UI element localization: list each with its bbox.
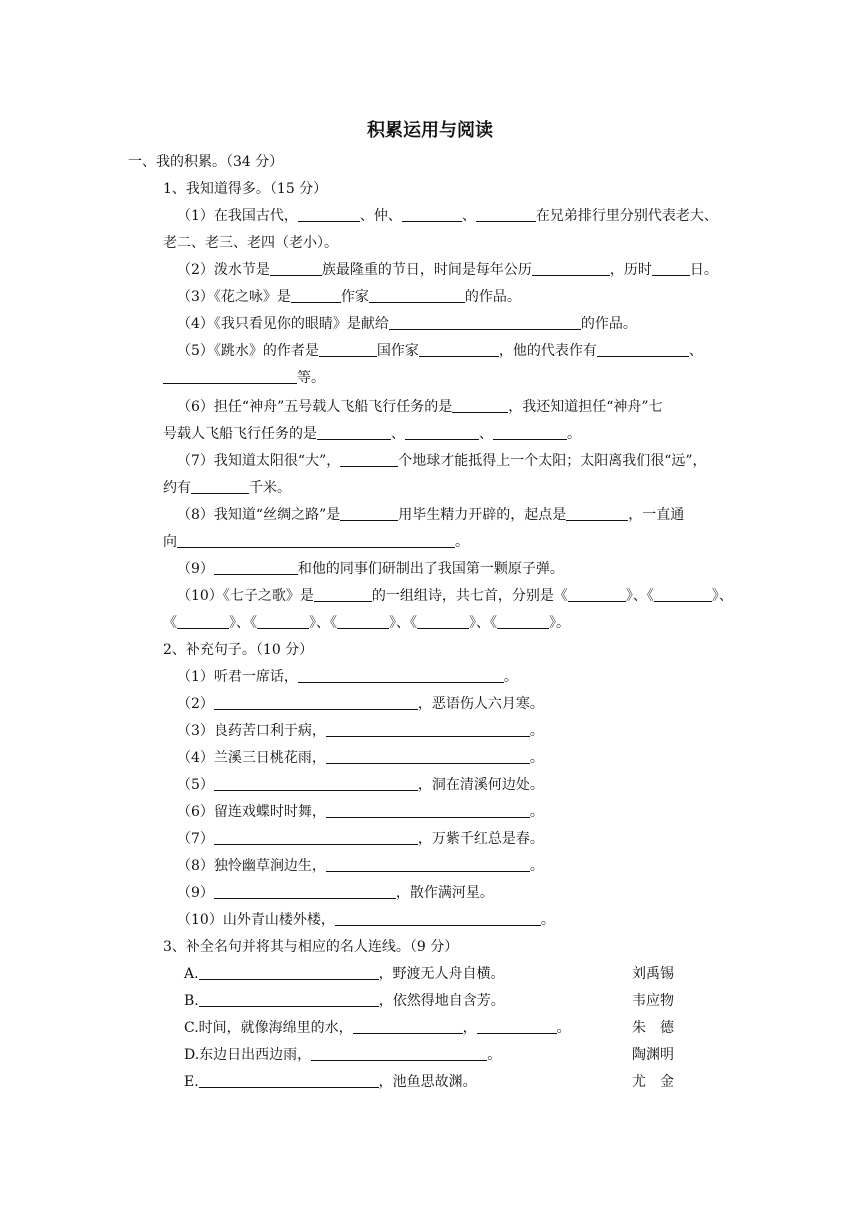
answer-blank[interactable] — [597, 342, 689, 357]
answer-blank[interactable] — [191, 479, 249, 494]
answer-blank[interactable] — [326, 722, 530, 737]
answer-blank[interactable] — [652, 261, 690, 276]
answer-blank[interactable] — [214, 776, 418, 791]
answer-blank[interactable] — [317, 425, 391, 440]
answer-blank[interactable] — [257, 614, 309, 629]
question-item: （9） 和他的同事们研制出了我国第一颗原子弹。 — [177, 561, 564, 577]
answer-blank[interactable] — [477, 1019, 557, 1034]
question-item: （7）我知道太阳很“大”， 个地球才能抵得上一个太阳；太阳离我们很“远”， — [177, 453, 707, 469]
question-item-continued: 《 》、《 》、《 》、《 》、《 》。 — [163, 615, 570, 631]
answer-blank[interactable] — [163, 369, 297, 384]
answer-blank[interactable] — [452, 398, 508, 413]
answer-blank[interactable] — [532, 261, 610, 276]
answer-blank[interactable] — [270, 261, 322, 276]
answer-blank[interactable] — [199, 992, 379, 1007]
question-heading: 2、补充句子。（10 分） — [163, 642, 314, 658]
answer-blank[interactable] — [497, 614, 549, 629]
answer-blank[interactable] — [369, 288, 465, 303]
answer-blank[interactable] — [340, 506, 398, 521]
answer-blank[interactable] — [419, 342, 499, 357]
answer-blank[interactable] — [214, 560, 298, 575]
page-title: 积累运用与阅读 — [367, 120, 493, 141]
poet-name[interactable]: 朱 德 — [632, 1020, 674, 1036]
answer-blank[interactable] — [417, 614, 469, 629]
question-item: （6）担任“神舟”五号载人飞船飞行任务的是 ，我还知道担任“神舟”七 — [177, 399, 663, 415]
sentence-item: （3）良药苦口利于病， 。 — [177, 723, 544, 739]
answer-blank[interactable] — [335, 911, 541, 926]
question-item-continued: 向 。 — [163, 534, 469, 550]
question-item-continued: 老二、老三、老四（老小）。 — [163, 235, 338, 251]
poet-name[interactable]: 刘禹锡 — [632, 966, 674, 982]
sentence-item: （7） ，万紫千红总是春。 — [177, 831, 544, 847]
answer-blank[interactable] — [340, 452, 398, 467]
answer-blank[interactable] — [402, 207, 462, 222]
question-item: （1）在我国古代， 、仲、 、 在兄弟排行里分别代表老大、 — [177, 208, 718, 224]
answer-blank[interactable] — [405, 425, 479, 440]
answer-blank[interactable] — [493, 425, 567, 440]
answer-blank[interactable] — [326, 749, 530, 764]
answer-blank[interactable] — [326, 857, 530, 872]
answer-blank[interactable] — [298, 207, 360, 222]
sentence-item: （9） ，散作满河星。 — [177, 885, 494, 901]
answer-blank[interactable] — [177, 614, 229, 629]
answer-blank[interactable] — [214, 695, 418, 710]
sentence-item: （10）山外青山楼外楼， 。 — [177, 912, 555, 928]
match-item: E. ，池鱼思故渊。 — [184, 1074, 477, 1090]
answer-blank[interactable] — [326, 803, 530, 818]
match-item: B. ，依然得地自含芳。 — [184, 993, 505, 1009]
sentence-item: （2） ，恶语伤人六月寒。 — [177, 696, 544, 712]
question-item-continued: 约有 千米。 — [163, 480, 291, 496]
answer-blank[interactable] — [298, 668, 504, 683]
question-item: （2）泼水节是 族最隆重的节日，时间是每年公历 ，历时 日。 — [177, 262, 718, 278]
question-heading: 1、我知道得多。（15 分） — [163, 181, 328, 197]
sentence-item: （6）留连戏蝶时时舞， 。 — [177, 804, 544, 820]
sentence-item: （5） ，洞在清溪何边处。 — [177, 777, 544, 793]
answer-blank[interactable] — [311, 1046, 487, 1061]
question-item: （4）《我只看见你的眼睛》是献给 的作品。 — [177, 316, 637, 332]
question-item: （10）《七子之歌》是 的一组组诗，共七首，分别是《 》、《 》、 — [177, 588, 733, 604]
match-item: C.时间，就像海绵里的水， ， 。 — [184, 1020, 571, 1036]
answer-blank[interactable] — [214, 830, 418, 845]
answer-blank[interactable] — [568, 587, 626, 602]
sentence-item: （8）独怜幽草涧边生， 。 — [177, 858, 544, 874]
answer-blank[interactable] — [291, 288, 341, 303]
question-item: （8）我知道“丝绸之路”是 用毕生精力开辟的，起点是 ，一直通 — [177, 507, 685, 523]
question-item-continued: 等。 — [163, 368, 325, 388]
match-item: D.东边日出西边雨， 。 — [184, 1047, 502, 1063]
answer-blank[interactable] — [319, 342, 377, 357]
poet-name[interactable]: 陶渊明 — [632, 1047, 674, 1063]
answer-blank[interactable] — [314, 587, 372, 602]
answer-blank[interactable] — [177, 533, 455, 548]
question-heading: 3、补全名句并将其与相应的名人连线。（9 分） — [163, 939, 459, 955]
section-heading: 一、我的积累。（34 分） — [128, 154, 284, 170]
answer-blank[interactable] — [654, 587, 712, 602]
question-item: （3）《花之咏》是 作家 的作品。 — [177, 289, 521, 305]
question-item: （5）《跳水》的作者是 国作家 ，他的代表作有 、 — [177, 343, 703, 359]
sentence-item: （1）听君一席话， 。 — [177, 669, 518, 685]
answer-blank[interactable] — [214, 884, 396, 899]
answer-blank[interactable] — [337, 614, 389, 629]
sentence-item: （4）兰溪三日桃花雨， 。 — [177, 750, 544, 766]
answer-blank[interactable] — [389, 315, 581, 330]
answer-blank[interactable] — [199, 965, 379, 980]
match-item: A. ，野渡无人舟自横。 — [184, 966, 505, 982]
answer-blank[interactable] — [199, 1073, 379, 1088]
answer-blank[interactable] — [566, 506, 628, 521]
answer-blank[interactable] — [476, 207, 536, 222]
answer-blank[interactable] — [353, 1019, 463, 1034]
poet-name[interactable]: 尤 金 — [632, 1074, 674, 1090]
question-item-continued: 号载人飞船飞行任务的是 、 、 。 — [163, 426, 581, 442]
poet-name[interactable]: 韦应物 — [632, 993, 674, 1009]
